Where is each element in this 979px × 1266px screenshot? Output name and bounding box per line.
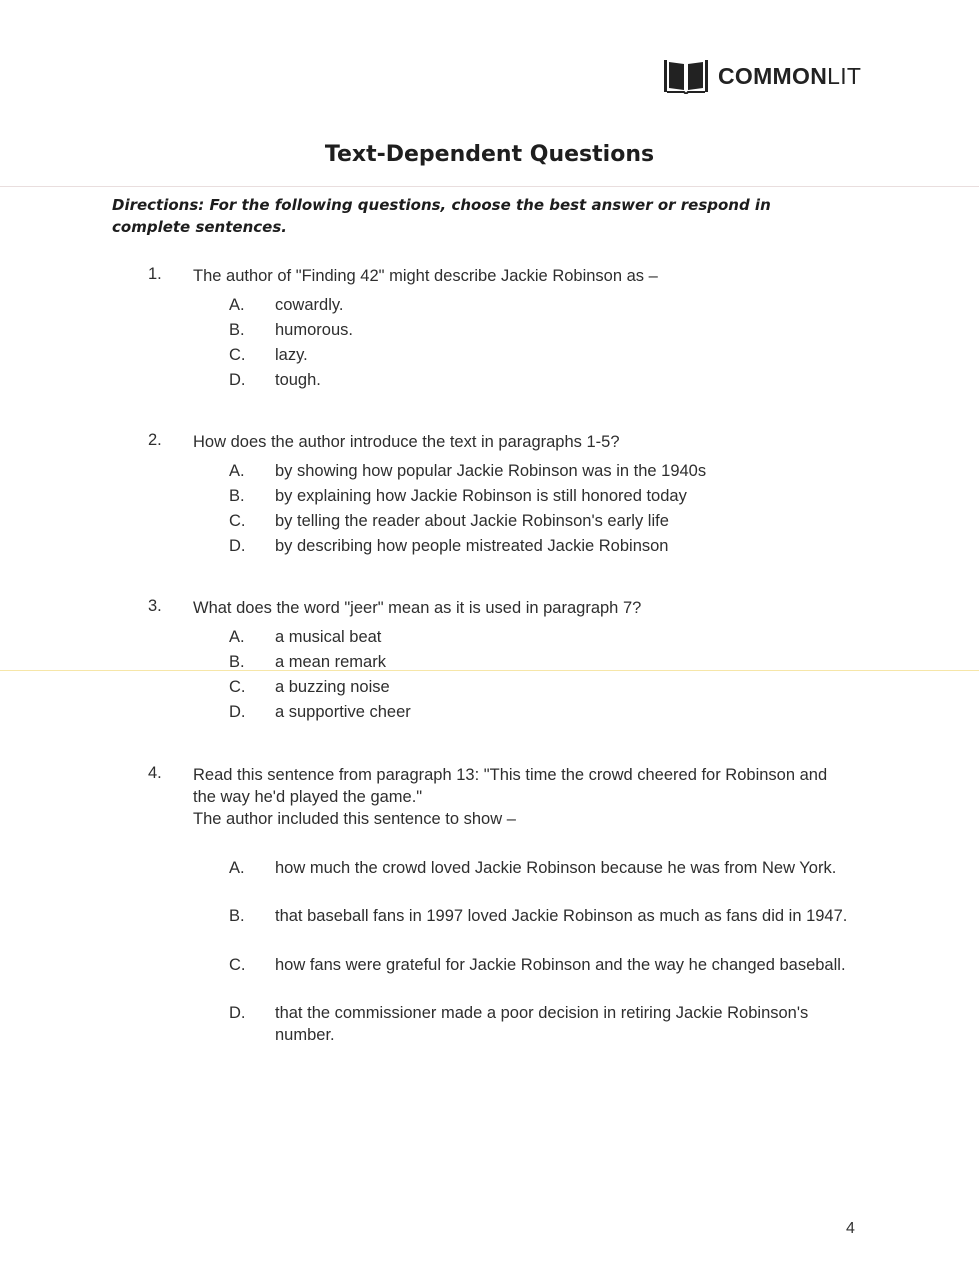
brand-name: COMMONLIT <box>718 62 862 89</box>
open-book-icon <box>662 58 710 94</box>
page-number: 4 <box>846 1220 855 1237</box>
question-stem: What does the word "jeer" mean as it is used in paragraph 7? <box>193 599 642 617</box>
question-stem: How does the author introduce the text in paragraphs 1-5? <box>193 433 620 451</box>
question-stem-line: Read this sentence from paragraph 13: "This time the crowd cheered for Robinson and the way he'd played the game." <box>193 766 828 806</box>
question-stem: The author of "Finding 42" might describe Jackie Robinson as – <box>193 267 658 285</box>
question-number: 1. <box>148 265 162 283</box>
question-number: 2. <box>148 431 162 449</box>
divider <box>0 186 979 187</box>
directions: Directions: For the following questions, choose the best answer or respond in complete sentences. <box>112 196 771 236</box>
question-number: 3. <box>148 597 162 615</box>
question-number: 4. <box>148 764 162 782</box>
question-stem <box>193 764 843 830</box>
brand-logo <box>662 58 861 94</box>
question-stem-line: The author included this sentence to show – <box>193 810 516 828</box>
page-title: Text-Dependent Questions <box>324 142 655 167</box>
